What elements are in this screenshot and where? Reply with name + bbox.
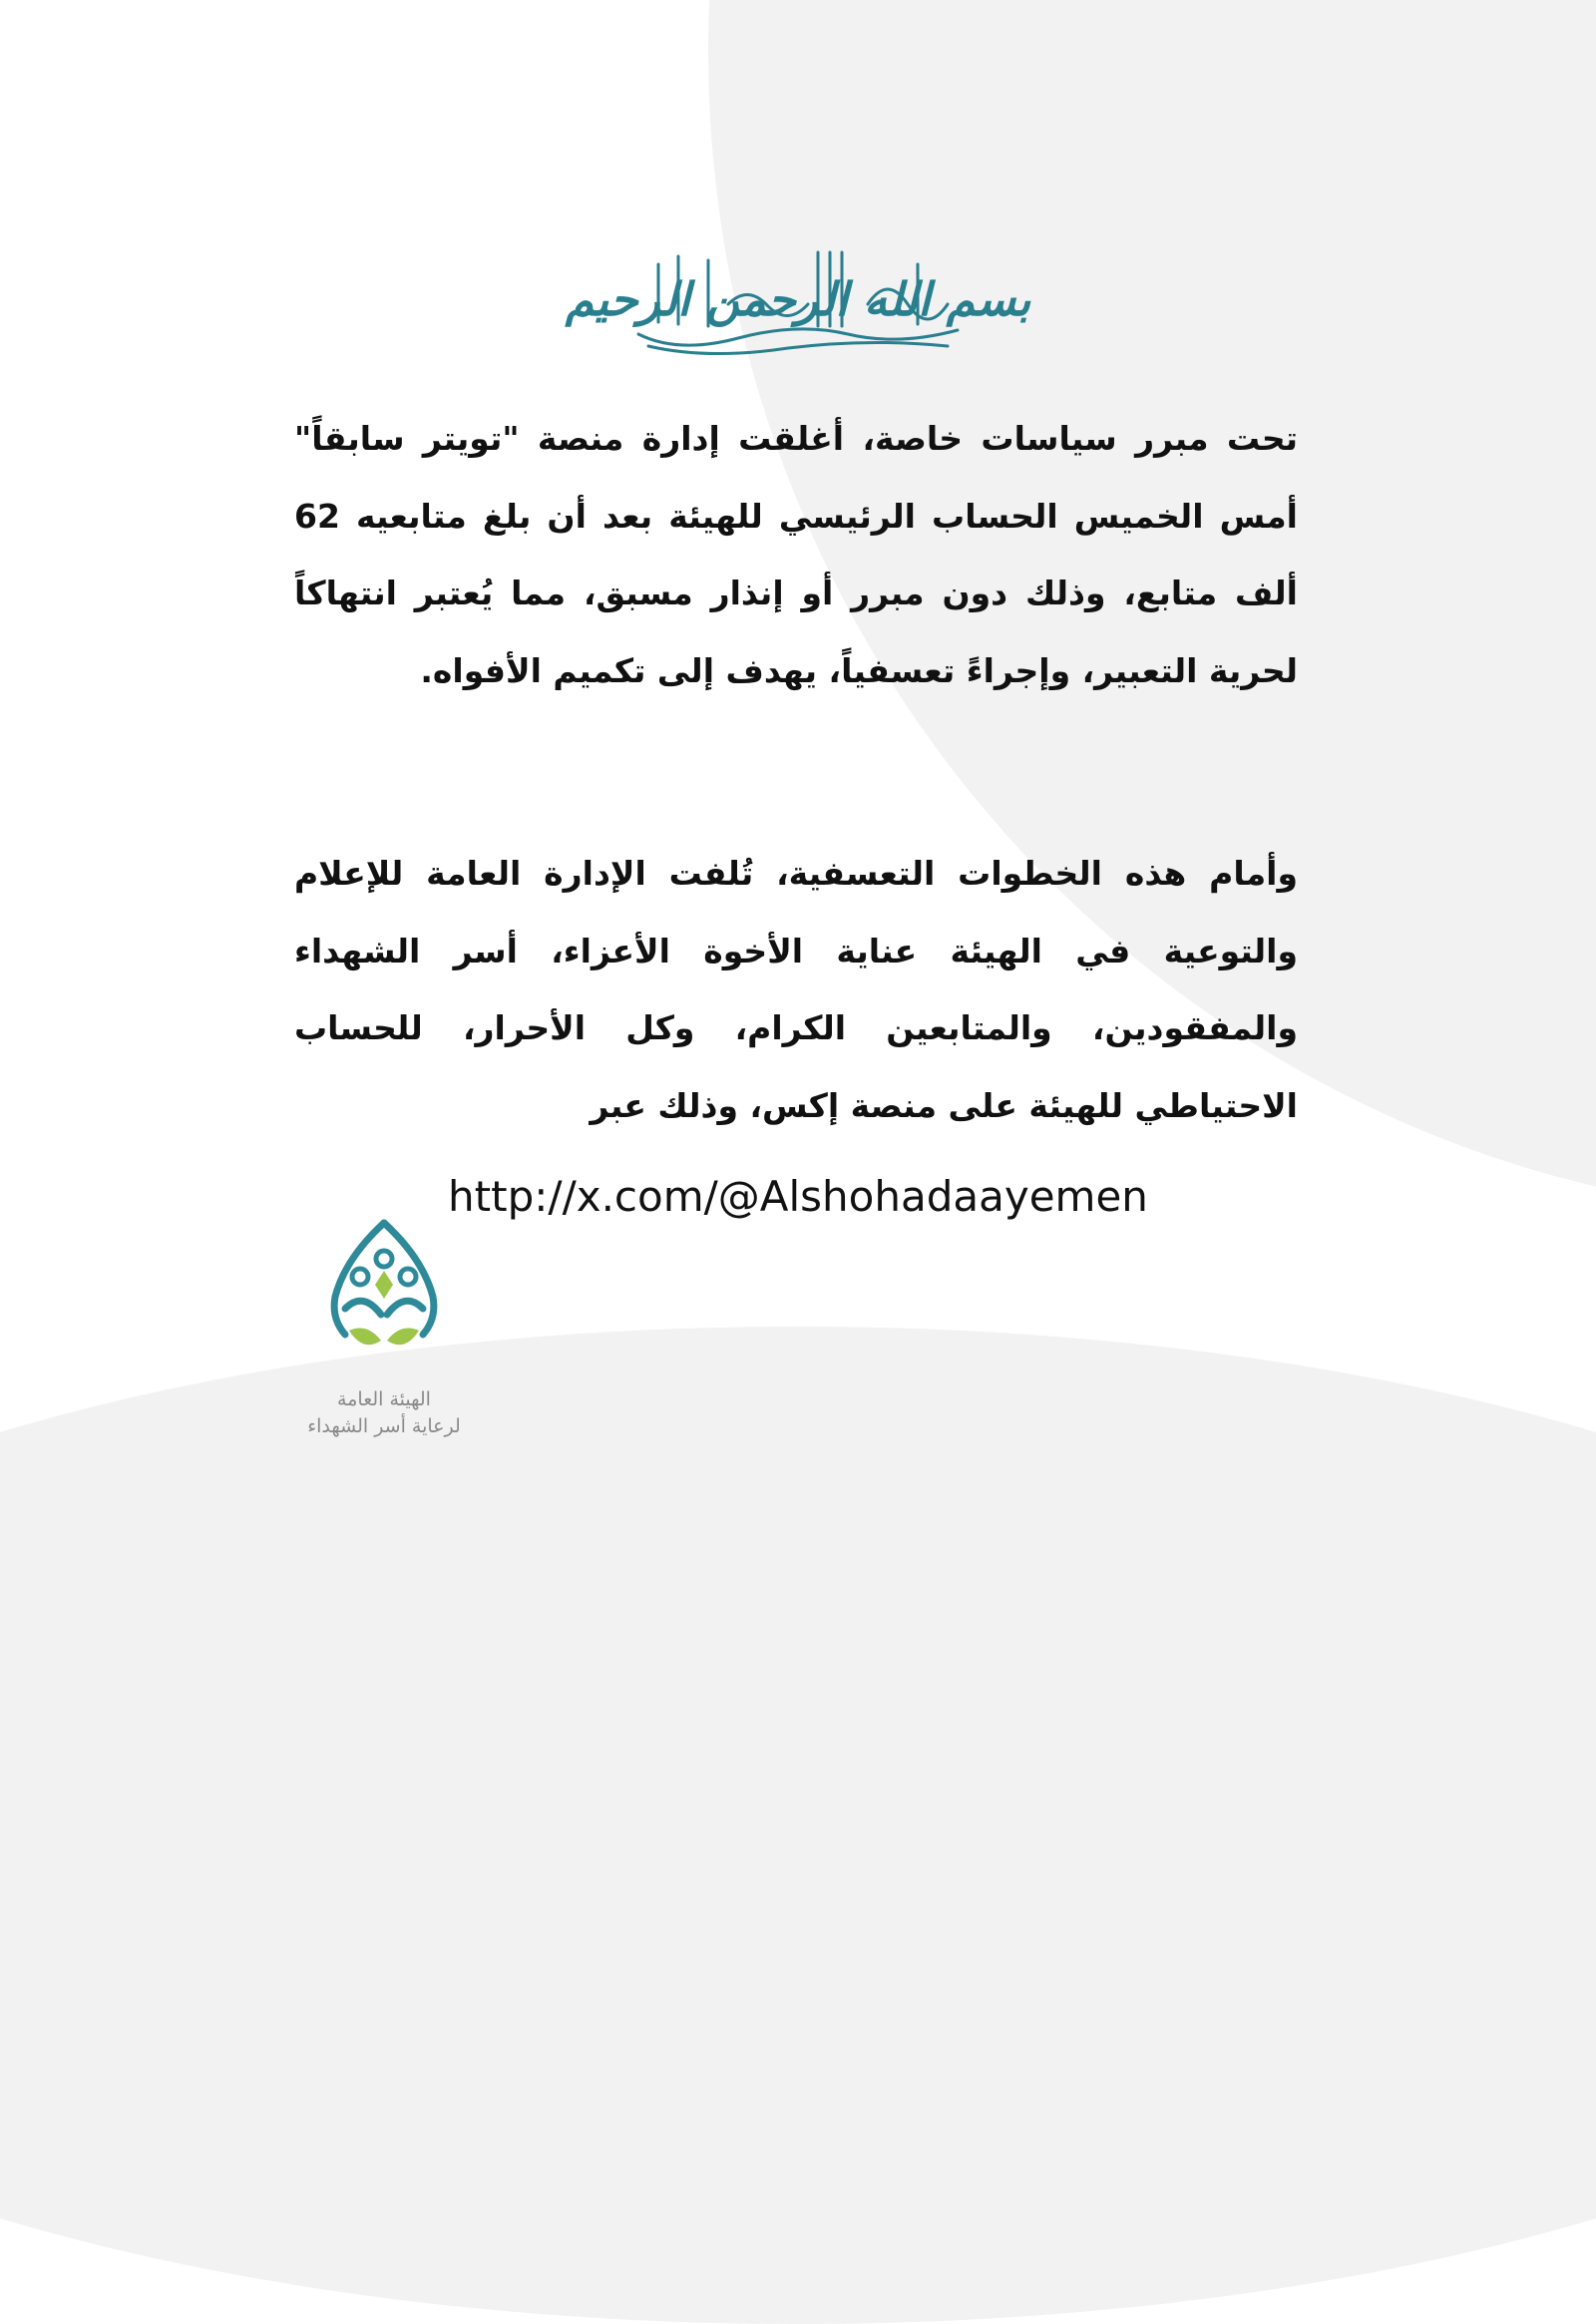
logo-title-line-2: لرعاية أسر الشهداء [307, 1415, 461, 1437]
basmala-calligraphy [565, 234, 1031, 364]
basmala-text: بسم الله الرحمن الرحيم [565, 272, 1031, 326]
organization-logo [289, 1219, 479, 1437]
family-tree-logo-icon [327, 1219, 441, 1368]
body-paragraph-2: وأمام هذه الخطوات التعسفية، تُلفت الإدارة العامة للإعلام والتوعية في الهيئة عناية الأخوة الأعزاء، أسر الشهداء والمفقودين، والمتابعين الكرام، وكل الأحرار، للحساب الاحتياطي للهيئة على منصة إكس، وذلك عبر [294, 854, 1298, 1125]
logo-title-line-1: الهيئة العامة [337, 1388, 431, 1410]
body-paragraph-1: تحت مبرر سياسات خاصة، أغلقت إدارة منصة "تويتر سابقاً" أمس الخميس الحساب الرئيسي للهيئة بعد أن بلغ متابعيه 62 ألف متابع، وذلك دون مبرر أو إنذار مسبق، مما يُعتبر انتهاكاً لحرية التعبير، وإجراءً تعسفياً، يهدف إلى تكميم الأفواه. [294, 419, 1298, 690]
account-link[interactable]: http://x.com/@Alshohadaayemen [448, 1172, 1148, 1221]
background-shape-bottom [0, 1327, 1596, 2324]
